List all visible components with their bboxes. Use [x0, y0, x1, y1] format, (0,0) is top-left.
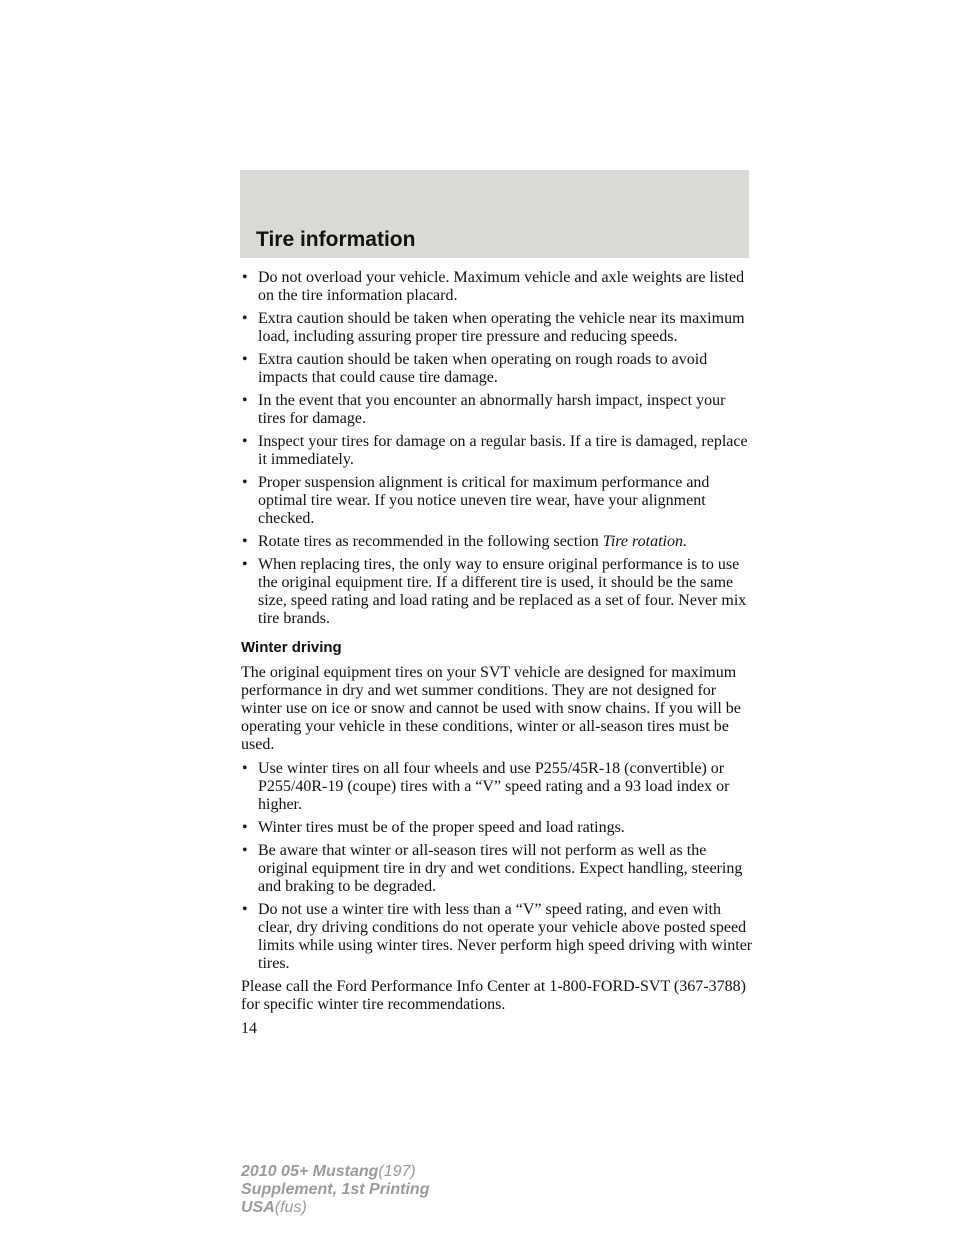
section-reference-tire-rotation: Tire rotation.: [602, 533, 687, 550]
winter-intro-paragraph: The original equipment tires on your SVT vehicle are designed for maximum performance in dry and wet summer conditions. They are not designed for winter use on ice or snow and cannot be used with snow chains. If you will be operating your vehicle in these conditions, winter or all-season tires must be used.: [241, 664, 741, 753]
list-item-text: Do not use a winter tire with less than a “V” speed rating, and even with clear, dry driving conditions do not operate your vehicle above posted speed limits while using winter tires. Never perform high speed driving with winter tires.: [258, 901, 753, 972]
bullet-dot-icon: •: [242, 433, 248, 450]
footer-printing: Supplement, 1st Printing: [241, 1181, 430, 1198]
list-item: [241, 842, 756, 896]
list-item: [241, 474, 756, 528]
list-item-text: When replacing tires, the only way to ensure original performance is to use the original equipment tire. If a different tire is used, it should be the same size, speed rating and load rating and be replaced as a set of four. Never mix tire brands.: [258, 556, 747, 627]
page-number: 14: [241, 1020, 257, 1037]
footer-line-printing: [241, 1181, 429, 1199]
section-title: Tire information: [256, 228, 416, 251]
list-item-text: Inspect your tires for damage on a regular basis. If a tire is damaged, replace it immediately.: [258, 433, 748, 468]
bullet-dot-icon: •: [242, 392, 248, 409]
list-item: [241, 310, 756, 346]
list-item-text: Be aware that winter or all-season tires will not perform as well as the original equipment tire in dry and wet conditions. Expect handling, steering and braking to be degraded.: [258, 842, 743, 895]
bullet-dot-icon: •: [242, 842, 248, 859]
print-footer: [241, 1163, 429, 1217]
list-item: [241, 433, 756, 469]
list-item-text: Do not overload your vehicle. Maximum vehicle and axle weights are listed on the tire information placard.: [258, 269, 745, 304]
footer-line-model: [241, 1163, 429, 1181]
list-item: [241, 351, 756, 387]
list-item-rotation: [241, 533, 756, 551]
list-item-text: Extra caution should be taken when operating on rough roads to avoid impacts that could cause tire damage.: [258, 351, 708, 386]
footer-model-code: (197): [378, 1163, 416, 1180]
footer-market-code: (fus): [274, 1199, 307, 1216]
bullet-dot-icon: •: [242, 474, 248, 491]
bullet-dot-icon: •: [242, 533, 248, 550]
bullet-dot-icon: •: [242, 556, 248, 573]
list-item: [241, 556, 756, 628]
bullet-dot-icon: •: [242, 819, 248, 836]
safety-bullet-list: [241, 269, 756, 628]
winter-driving-heading: Winter driving: [241, 639, 342, 656]
bullet-dot-icon: •: [242, 760, 248, 777]
list-item-text: Extra caution should be taken when operating the vehicle near its maximum load, including assuring proper tire pressure and reducing speeds.: [258, 310, 745, 345]
list-item: [241, 901, 756, 973]
bullet-dot-icon: •: [242, 310, 248, 327]
list-item: [241, 269, 756, 305]
bullet-dot-icon: •: [242, 901, 248, 918]
list-item: [241, 392, 756, 428]
page-content: [241, 269, 756, 1038]
footer-model: 2010 05+ Mustang: [241, 1163, 379, 1180]
list-item-text: Proper suspension alignment is critical for maximum performance and optimal tire wear. If you notice uneven tire wear, have your alignment checked.: [258, 474, 710, 527]
list-item-text: Winter tires must be of the proper speed and load ratings.: [258, 819, 625, 836]
section-header-band: [240, 170, 749, 258]
list-item: [241, 760, 756, 814]
winter-bullet-list: [241, 760, 756, 973]
closing-paragraph: Please call the Ford Performance Info Center at 1-800-FORD-SVT (367-3788) for specific winter tire recommendations.: [241, 978, 746, 1013]
bullet-dot-icon: •: [242, 269, 248, 286]
list-item-text: In the event that you encounter an abnormally harsh impact, inspect your tires for damage.: [258, 392, 726, 427]
list-item-text: Rotate tires as recommended in the following section: [258, 533, 603, 550]
footer-line-market: [241, 1199, 429, 1217]
bullet-dot-icon: •: [242, 351, 248, 368]
list-item-text: Use winter tires on all four wheels and use P255/45R-18 (convertible) or P255/40R-19 (coupe) tires with a “V” speed rating and a 93 load index or higher.: [258, 760, 730, 813]
footer-market: USA: [241, 1199, 275, 1216]
list-item: [241, 819, 756, 837]
